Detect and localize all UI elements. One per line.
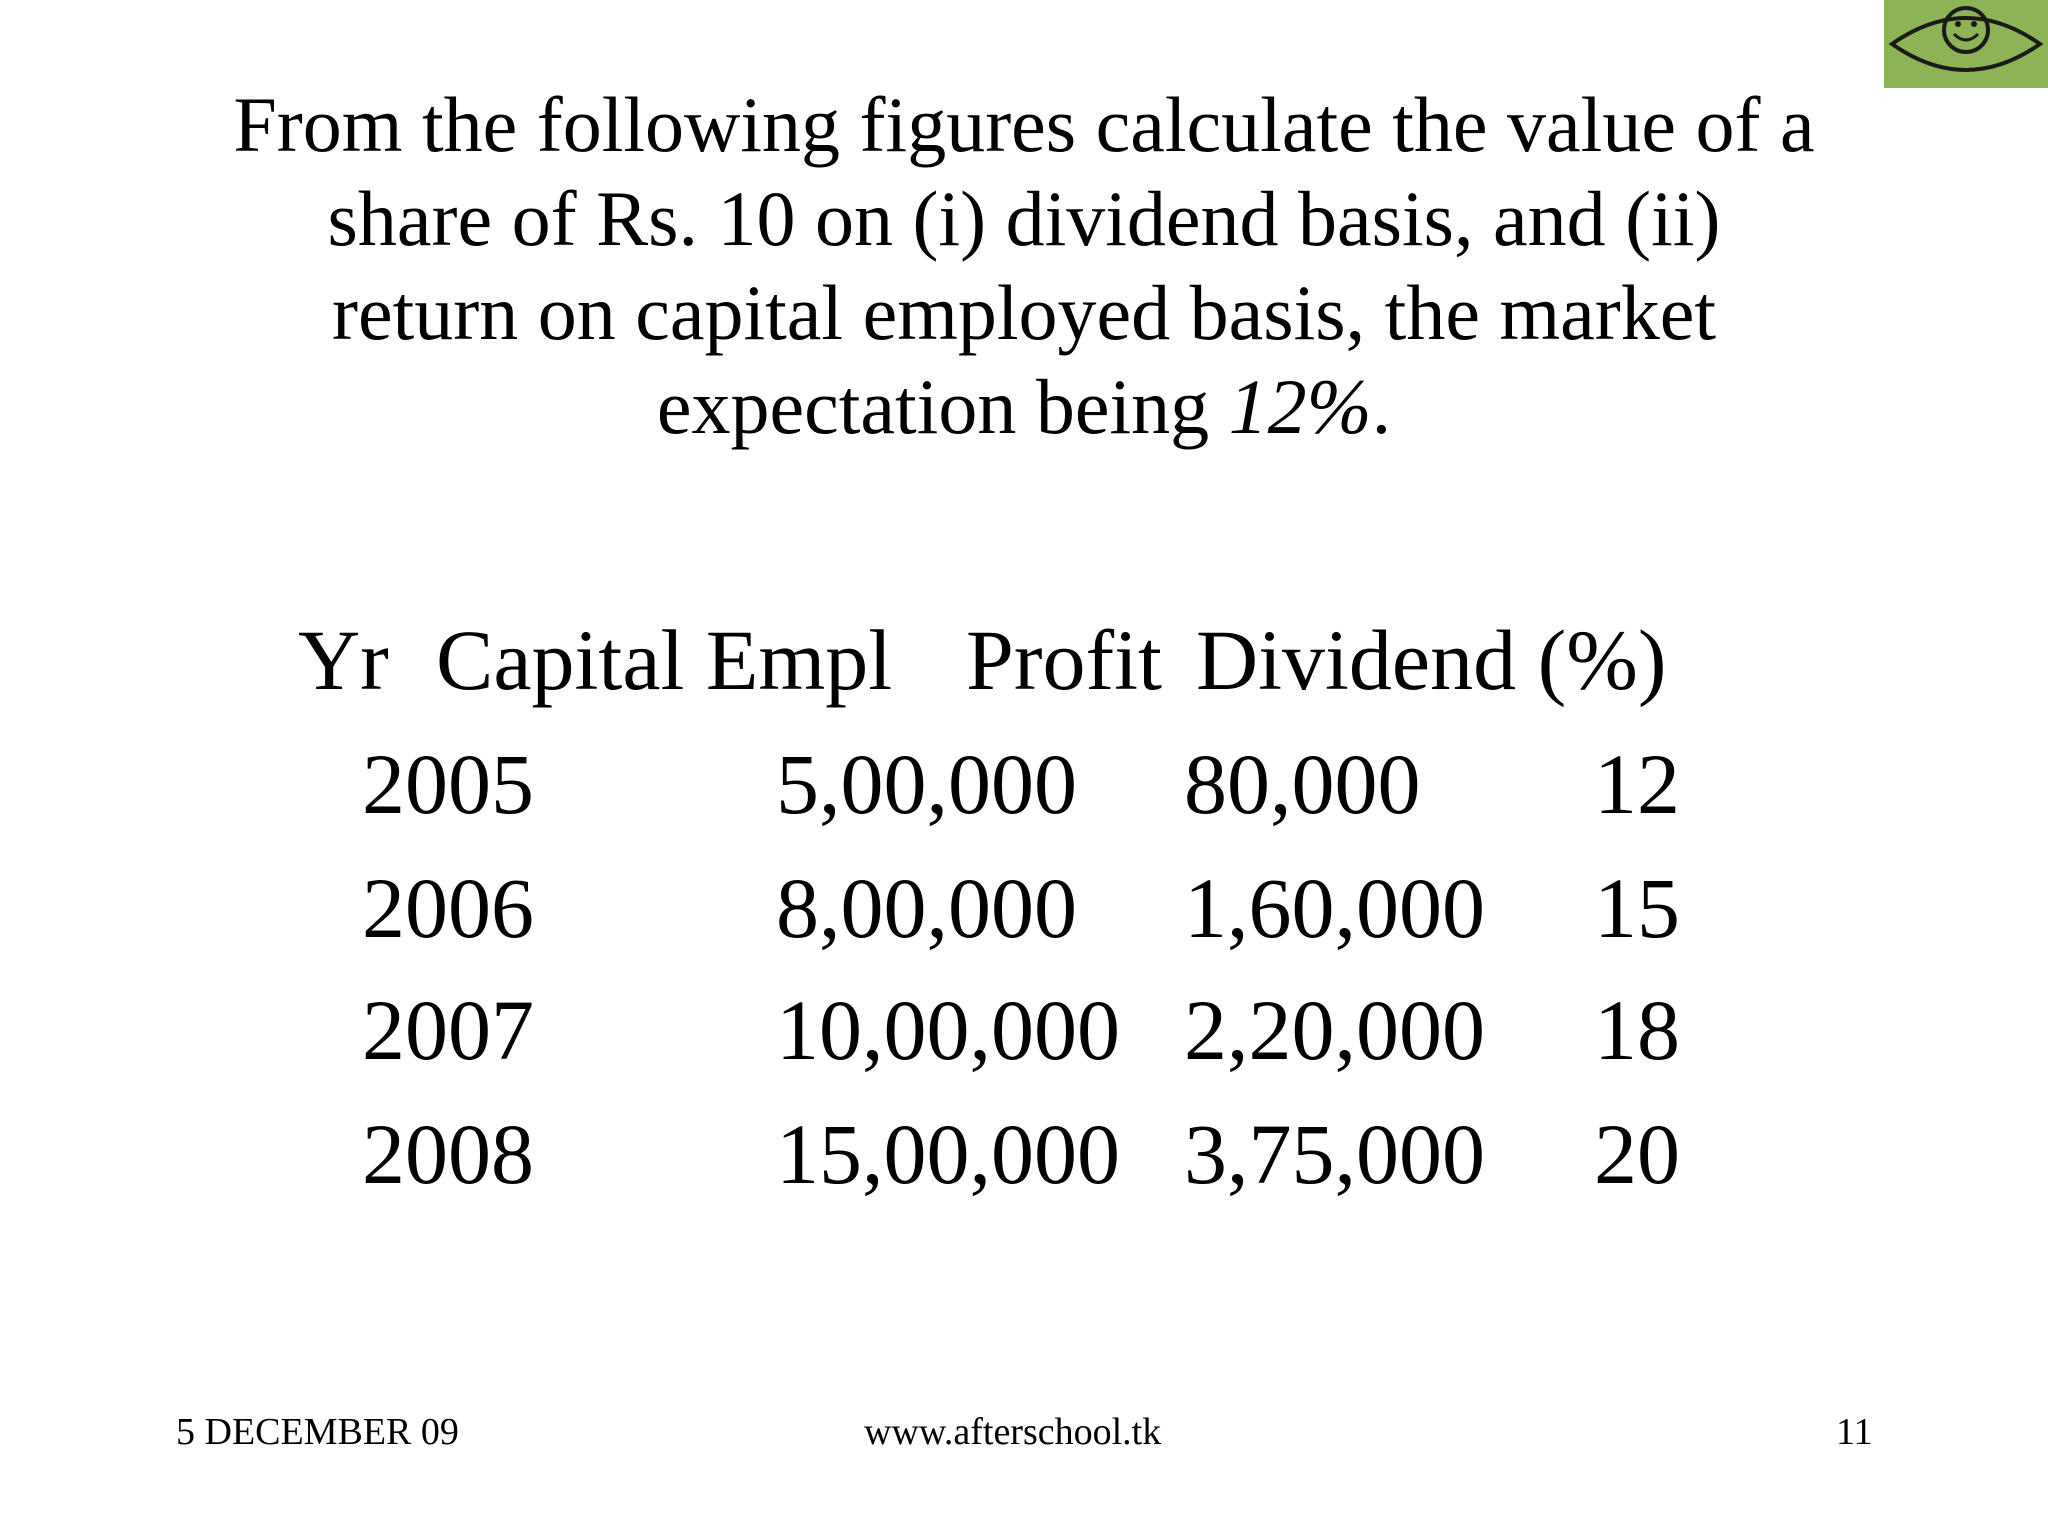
data-table (0, 610, 2048, 1210)
row-2005-dividend: 12 (1594, 736, 1680, 832)
logo-graphic (1884, 0, 2048, 88)
row-2005-year: 2005 (362, 736, 534, 832)
question-line-3: return on capital employed basis, the market (331, 269, 1717, 356)
header-dividend: Dividend (%) (1196, 612, 1667, 708)
question-line-2: share of Rs. 10 on (i) dividend basis, and (ii) (327, 175, 1721, 262)
footer-url: www.afterschool.tk (864, 1411, 1162, 1453)
header-profit: Profit (966, 612, 1162, 708)
question-line-4 (120, 360, 1928, 454)
header-yr: Yr (298, 612, 389, 708)
row-2006-profit: 1,60,000 (1184, 860, 1485, 956)
smiley-eye-logo-icon (1884, 0, 2048, 88)
footer-date: 5 DECEMBER 09 (176, 1411, 459, 1453)
row-2007-capital: 10,00,000 (776, 982, 1120, 1078)
header-capital-empl: Capital Empl (436, 612, 893, 708)
row-2008-dividend: 20 (1594, 1106, 1680, 1202)
row-2008-year: 2008 (362, 1106, 534, 1202)
row-2007-profit: 2,20,000 (1184, 982, 1485, 1078)
question-line-4-suffix: . (1371, 363, 1392, 450)
row-2008-profit: 3,75,000 (1184, 1106, 1485, 1202)
row-2005-profit: 80,000 (1184, 736, 1421, 832)
row-2007-dividend: 18 (1594, 982, 1680, 1078)
question-line-4-prefix: expectation being (656, 363, 1229, 450)
question-line-1: From the following figures calculate the value of a (233, 81, 1815, 168)
row-2008-capital: 15,00,000 (776, 1106, 1120, 1202)
question-text (120, 78, 1928, 454)
footer-page-number: 11 (1836, 1411, 1873, 1453)
row-2007-year: 2007 (362, 982, 534, 1078)
market-expectation-value: 12% (1228, 363, 1372, 450)
row-2006-year: 2006 (362, 860, 534, 956)
row-2006-dividend: 15 (1594, 860, 1680, 956)
row-2006-capital: 8,00,000 (776, 860, 1077, 956)
row-2005-capital: 5,00,000 (776, 736, 1077, 832)
